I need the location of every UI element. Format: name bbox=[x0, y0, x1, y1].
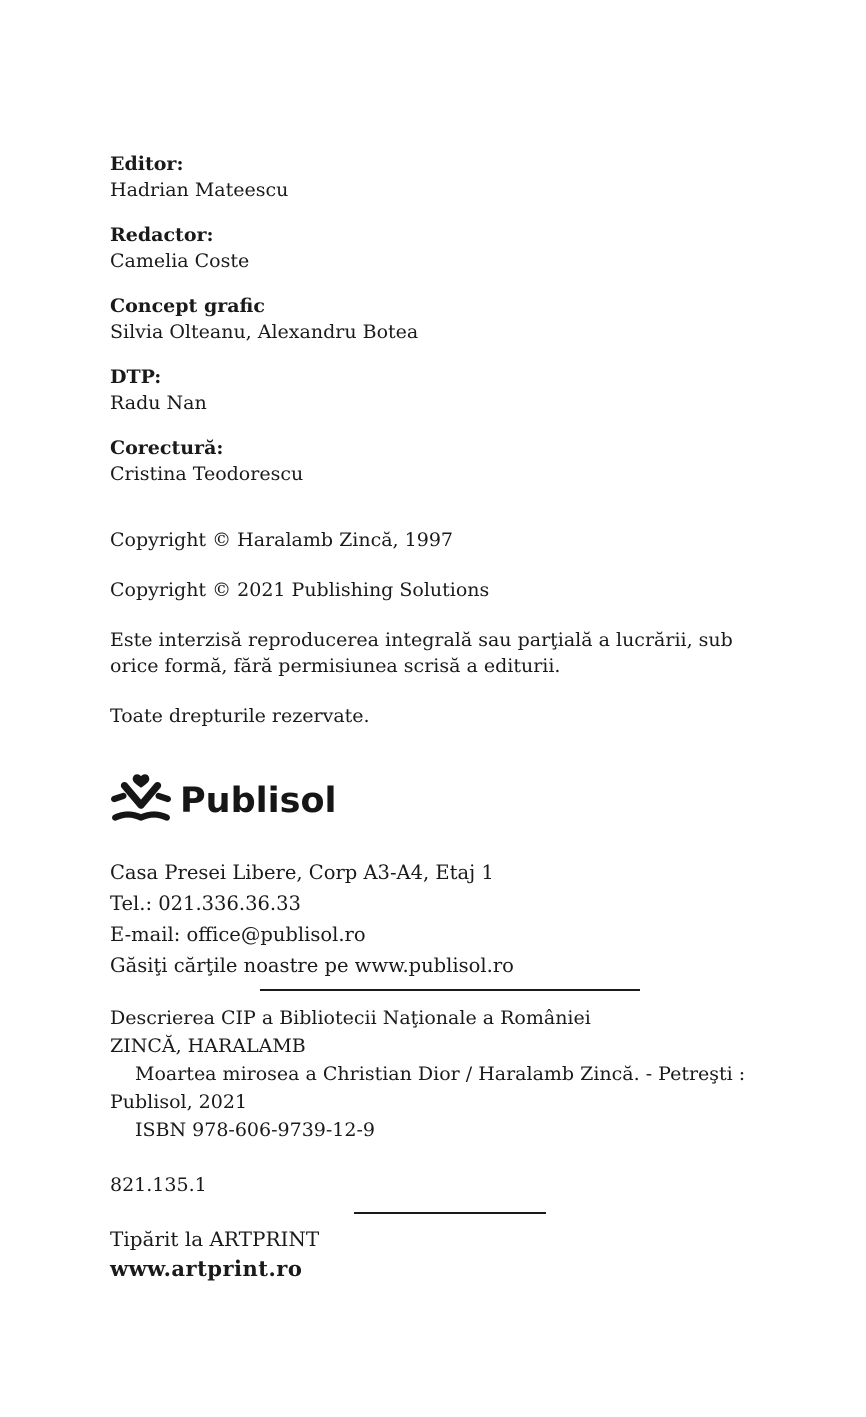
credit-corectura bbox=[110, 435, 790, 487]
publisol-book-icon bbox=[110, 770, 172, 833]
publisher-logo-wordmark: Publisol bbox=[180, 781, 337, 821]
credit-label: Redactor: bbox=[110, 224, 214, 246]
printer-section bbox=[110, 1224, 790, 1284]
credits-section bbox=[110, 0, 790, 487]
rights-reserved: Toate drepturile rezervate. bbox=[110, 705, 370, 727]
printer-divider bbox=[354, 1212, 546, 1214]
credit-label: Corectură: bbox=[110, 437, 224, 459]
copyright-notice-line: orice formă, fără permisiunea scrisă a editurii. bbox=[110, 655, 561, 677]
cip-divider bbox=[260, 989, 640, 991]
credit-redactor bbox=[110, 222, 790, 274]
publisher-email: E-mail: office@publisol.ro bbox=[110, 923, 366, 946]
printed-at: Tipărit la ARTPRINT bbox=[110, 1226, 320, 1251]
cip-publisher: Publisol, 2021 bbox=[110, 1091, 248, 1113]
credit-value: Hadrian Mateescu bbox=[110, 179, 289, 201]
page-content bbox=[110, 0, 790, 1284]
credit-value: Cristina Teodorescu bbox=[110, 463, 304, 485]
credit-label: Concept grafic bbox=[110, 295, 265, 317]
copyright-publisher: Copyright © 2021 Publishing Solutions bbox=[110, 579, 490, 601]
copyright-section bbox=[110, 527, 790, 729]
cip-author: ZINCĂ, HARALAMB bbox=[110, 1035, 306, 1057]
udc-classification: 821.135.1 bbox=[110, 1174, 207, 1196]
credit-value: Silvia Olteanu, Alexandru Botea bbox=[110, 321, 419, 343]
credit-value: Camelia Coste bbox=[110, 250, 250, 272]
publisher-contact bbox=[110, 857, 790, 981]
cip-title: Moartea mirosea a Christian Dior / Haralamb Zincă. - Petreşti : bbox=[135, 1063, 746, 1085]
cip-section bbox=[110, 1004, 790, 1144]
publisher-address: Casa Presei Libere, Corp A3-A4, Etaj 1 bbox=[110, 861, 494, 884]
copyright-notice-line: Este interzisă reproducerea integrală sau parţială a lucrării, sub bbox=[110, 629, 733, 651]
printer-website: www.artprint.ro bbox=[110, 1255, 303, 1281]
publisher-section bbox=[110, 771, 790, 981]
credit-editor bbox=[110, 151, 790, 203]
publisher-web-note: Găsiţi cărţile noastre pe www.publisol.ro bbox=[110, 954, 514, 977]
copyright-notice bbox=[110, 627, 790, 679]
cip-isbn: ISBN 978-606-9739-12-9 bbox=[135, 1119, 375, 1141]
credit-label: Editor: bbox=[110, 153, 184, 175]
credit-concept-grafic bbox=[110, 293, 790, 345]
credit-dtp bbox=[110, 364, 790, 416]
credit-value: Radu Nan bbox=[110, 392, 207, 414]
publisher-phone: Tel.: 021.336.36.33 bbox=[110, 892, 301, 915]
cip-heading: Descrierea CIP a Bibliotecii Naţionale a României bbox=[110, 1007, 591, 1029]
credit-label: DTP: bbox=[110, 366, 162, 388]
copyright-author: Copyright © Haralamb Zincă, 1997 bbox=[110, 529, 453, 551]
publisher-logo bbox=[110, 771, 790, 831]
